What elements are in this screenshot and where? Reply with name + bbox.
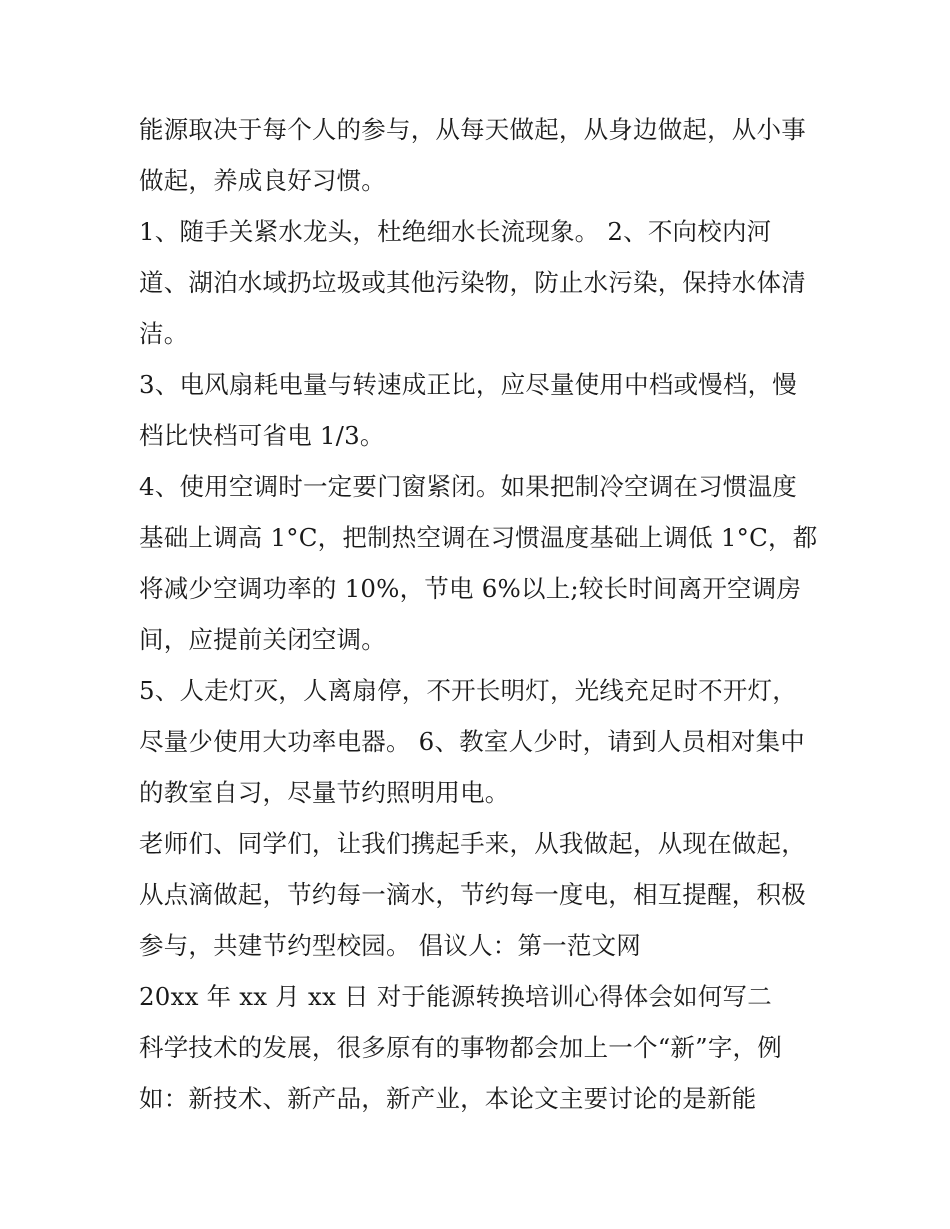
text-line: 1、随手关紧水龙头，杜绝细水长流现象。 2、不向校内河 [139, 217, 772, 246]
text-line: 将减少空调功率的 10%，节电 6%以上;较长时间离开空调房 [139, 574, 802, 603]
text-line: 从点滴做起，节约每一滴水，节约每一度电，相互提醒，积极 [139, 880, 806, 909]
text-line: 4、使用空调时一定要门窗紧闭。如果把制冷空调在习惯温度 [139, 472, 797, 501]
text-line: 基础上调高 1°C，把制热空调在习惯温度基础上调低 1°C，都 [139, 523, 818, 552]
text-line: 做起，养成良好习惯。 [139, 166, 386, 195]
text-line: 道、湖泊水域扔垃圾或其他污染物，防止水污染，保持水体清 [139, 268, 806, 297]
text-line: 科学技术的发展，很多原有的事物都会加上一个“新”字，例 [139, 1033, 782, 1062]
text-line: 如：新技术、新产品，新产业，本论文主要讨论的是新能 [139, 1084, 757, 1113]
text-line: 的教室自习，尽量节约照明用电。 [139, 778, 510, 807]
text-line: 尽量少使用大功率电器。 6、教室人少时，请到人员相对集中 [139, 727, 805, 756]
text-line: 洁。 [139, 319, 189, 348]
text-line: 老师们、同学们，让我们携起手来，从我做起，从现在做起， [139, 829, 806, 858]
text-line: 3、电风扇耗电量与转速成正比，应尽量使用中档或慢档，慢 [139, 370, 797, 399]
text-line: 5、人走灯灭，人离扇停，不开长明灯，光线充足时不开灯， [139, 676, 797, 705]
document-body [139, 104, 829, 1124]
text-line: 20xx 年 xx 月 xx 日 对于能源转换培训心得体会如何写二 [139, 982, 772, 1011]
text-line: 能源取决于每个人的参与，从每天做起，从身边做起，从小事 [139, 115, 806, 144]
text-line: 档比快档可省电 1/3。 [139, 421, 385, 450]
text-line: 间，应提前关闭空调。 [139, 625, 386, 654]
text-line: 参与，共建节约型校园。 倡议人：第一范文网 [139, 931, 641, 960]
